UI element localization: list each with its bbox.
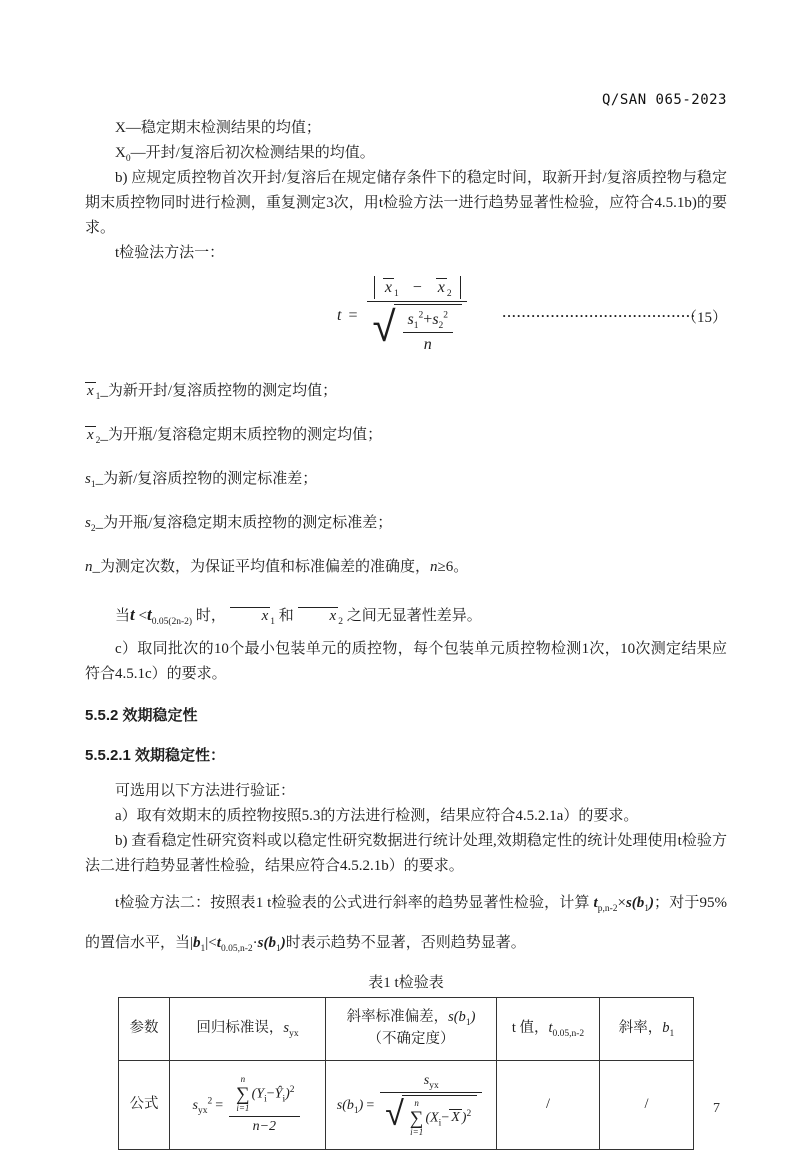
absolute-value-group [374,276,461,299]
inner-numerator: $s_1^2+s_2^2$ [407,311,449,332]
verify-methods-line: 可选用以下方法进行验证： [115,783,296,800]
t-method2-paragraph: t检验方法二：按照表1 t检验表的公式进行斜率的趋势显著性检验，计算 $t_{p,n-2}\times s(b_1)$；对于95%的置信水平，当$|b_1|<t_{0.05,n-2}\cdot s(b_1)$时表示趋势不显著，否则趋势显著。 [85,895,727,955]
paragraph-b: b) 应规定质控物首次开封/复溶后在规定储存条件下的稳定时间，取新开封/复溶质控物与稳定期末质控物同时进行检测，重复测定3次，用t检验方法一进行趋势显著性检验，应符合4.5.1b)的要求。 [85,170,727,236]
minus-sign: − [412,279,422,296]
f15-fraction [367,274,467,358]
f15-denominator [367,302,467,358]
dotted-leader: ········································ [501,308,696,324]
f15-lhs: t [337,307,342,325]
summation: n ∑ i=1 [409,1097,424,1137]
inner-denominator: n [423,335,432,353]
less-than: < [138,608,147,625]
heading-5521: 5.5.2.1 效期稳定性： [85,747,226,765]
f1-fraction: n ∑ i=1 $(Y_i-Ŷ_i)^2$ n−2 [229,1073,299,1138]
f2-fraction: $s_{yx}$ √ n ∑ i=1 ($X_i- X$ )$^2$ [380,1071,482,1140]
radicand [394,304,463,356]
definition-x1bar: x $_1$_为新开封/复溶质控物的测定均值； [87,383,338,403]
t-comparison-statement: 当$t <t_{0.05(2n-2)}$ 时， x $_1$ 和 x $_2$ 之间无显著性差异。 [115,605,482,628]
page-number: 7 [713,1101,720,1116]
x2-bar: x $_2$ [298,608,343,624]
inline-formula-b1: $|b_1|<t_{0.05,n-2}\cdot s(b_1)$ [190,935,286,955]
formula-15 [337,274,470,358]
x1-bar: x $_1$ [230,608,275,624]
cell-syx-formula: $s_{yx}^2$ = n ∑ i=1 $(Y_i-Ŷ_i)^2$ n−2 [170,1061,326,1150]
x1-bar: x $_1$ [384,279,399,300]
cell-slope-slash: / [600,1061,694,1150]
inner-fraction [403,308,454,356]
t-test-table [118,997,694,1150]
f15-equals: = [348,307,358,325]
definition-s1: $s_1\_$为新/复溶质控物的测定标准差； [85,471,318,491]
header-t-value: t 值，$t_{0.05,n-2}$ [497,998,600,1061]
header-slope-sd: 斜率标准偏差，$s(b_1)$ （不确定度） [326,998,497,1061]
table-formula-row [119,1061,694,1150]
f2-lhs: $s(b_1)$ [336,1097,364,1116]
paragraph-c: c）取同批次的10个最小包装单元的质控物，每个包装单元质控物检测1次，10次测定结果应符合4.5.1c）的要求。 [85,641,727,683]
cell-sb1-formula: $s(b_1)$ = $s_{yx}$ √ n ∑ i=1 ($X_i- X$ )$^2$ [326,1061,497,1150]
definition-x0-line [85,141,727,166]
radical-sign: √ [385,1093,404,1134]
definition-n: n_为测定次数，为保证平均值和标准偏差的准确度，n≥6。 [85,559,469,576]
x0-rest: —开封/复溶后初次检测结果的均值。 [130,145,375,161]
summation: n ∑ i=1 [236,1073,250,1113]
square-root [372,304,462,356]
cell-t-value-slash: / [497,1061,600,1150]
t-symbol: t [130,605,135,625]
formula-15-row [85,274,727,358]
plus-sign: + [423,311,433,329]
header-slope: 斜率，$b_1$ [600,998,694,1061]
item-a: a）取有效期末的质控物按照5.3的方法进行检测，结果应符合4.5.2.1a）的要求。 [115,808,639,825]
t-method1-label: t检验法方法一： [115,245,225,261]
f15-numerator [369,274,466,301]
doc-code: Q/SAN 065-2023 [601,92,727,108]
radical-sign: √ [372,302,396,352]
square-root: √ n ∑ i=1 ($X_i- X$ )$^2$ [385,1095,477,1138]
t-critical: t [146,605,152,625]
inline-formula-tpn2: $t_{p,n-2}\times s(b_1)$ [593,895,655,915]
equation-number: （15） [681,309,727,326]
page-content [85,92,727,1150]
table-title: 表1 t检验表 [368,975,444,992]
table-header-row [119,998,694,1061]
header-regression-se: 回归标准误，$s_{yx}$ [170,998,326,1061]
x0-base: X [115,145,126,161]
item-b: b) 查看稳定性研究资料或以稳定性研究数据进行统计处理,效期稳定性的统计处理使用t检验方法二进行趋势显著性检验，结果应符合4.5.2.1b）的要求。 [85,833,727,875]
definition-x2bar: x $_2$_为开瓶/复溶稳定期末质控物的测定均值； [87,427,383,447]
definition-s2: $s_2\_$为开瓶/复溶稳定期末质控物的测定标准差； [85,515,393,535]
definition-x-line: X—稳定期末检测结果的均值； [115,120,321,136]
x2-bar: x $_2$ [437,279,452,300]
header-parameter: 参数 [119,998,170,1061]
x0-sub: 0 [125,154,131,164]
heading-552: 5.5.2 效期稳定性 [85,707,198,725]
f1-lhs: $s_{yx}^2$ [192,1096,213,1116]
cell-formula-label: 公式 [119,1061,170,1150]
